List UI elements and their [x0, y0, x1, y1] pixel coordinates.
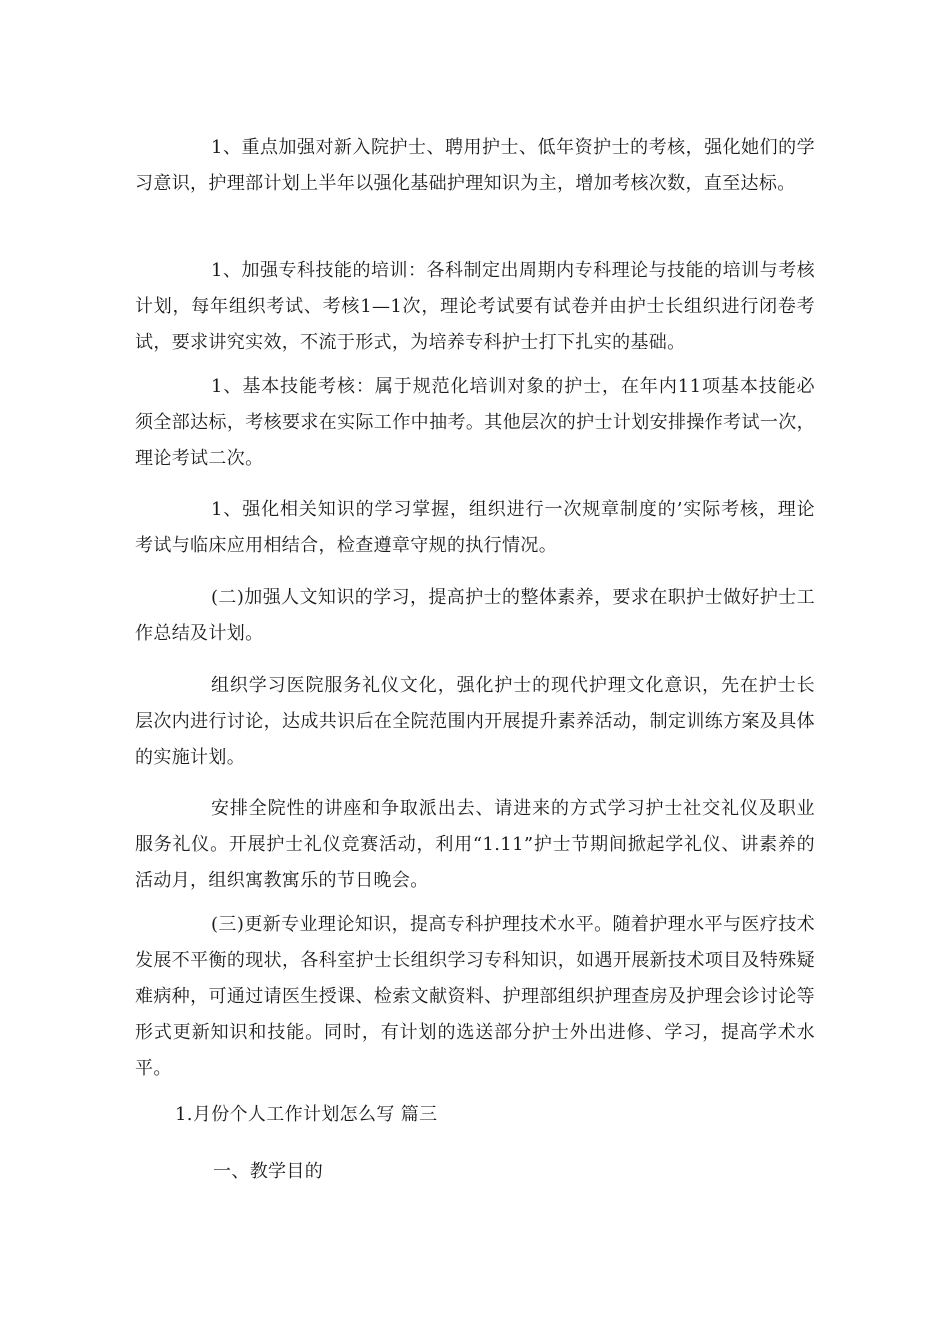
paragraph-2: 1、加强专科技能的培训：各科制定出周期内专科理论与技能的培训与考核计划，每年组织考试、考核1—1次，理论考试要有试卷并由护士长组织进行闭卷考试，要求讲究实效，不流于形式，为培养专科护士打下扎实的基础。 [135, 260, 815, 353]
paragraph-6: 组织学习医院服务礼仪文化，强化护士的现代护理文化意识，先在护士长层次内进行讨论，达成共识后在全院范围内开展提升素养活动，制定训练方案及具体的实施计划。 [135, 675, 815, 768]
paragraph-5: (二)加强人文知识的学习，提高护士的整体素养，要求在职护士做好护士工作总结及计划。 [135, 587, 815, 644]
subsection-title: 一、教学目的 [213, 1161, 324, 1182]
paragraph-7: 安排全院性的讲座和争取派出去、请进来的方式学习护士社交礼仪及职业服务礼仪。开展护士礼仪竞赛活动，利用“1.11”护士节期间掀起学礼仪、讲素养的活动月，组织寓教寓乐的节日晚会。 [135, 798, 815, 891]
paragraph-1: 1、重点加强对新入院护士、聘用护士、低年资护士的考核，强化她们的学习意识，护理部计划上半年以强化基础护理知识为主，增加考核次数，直至达标。 [135, 137, 815, 194]
paragraph-4: 1、强化相关知识的学习掌握，组织进行一次规章制度的’实际考核，理论考试与临床应用相结合，检查遵章守规的执行情况。 [135, 499, 815, 556]
paragraph-3: 1、基本技能考核：属于规范化培训对象的护士，在年内11项基本技能必须全部达标，考核要求在实际工作中抽考。其他层次的护士计划安排操作考试一次，理论考试二次。 [135, 376, 815, 469]
section-title: 1.月份个人工作计划怎么写 篇三 [175, 1104, 438, 1125]
paragraph-8: (三)更新专业理论知识，提高专科护理技术水平。随着护理水平与医疗技术发展不平衡的现状，各科室护士长组织学习专科知识，如遇开展新技术项目及特殊疑难病种，可通过请医生授课、检索文献资料、护理部组织护理查房及护理会诊讨论等形式更新知识和技能。同时，有计划的选送部分护士外出进修、学习，提高学术水平。 [135, 914, 815, 1079]
